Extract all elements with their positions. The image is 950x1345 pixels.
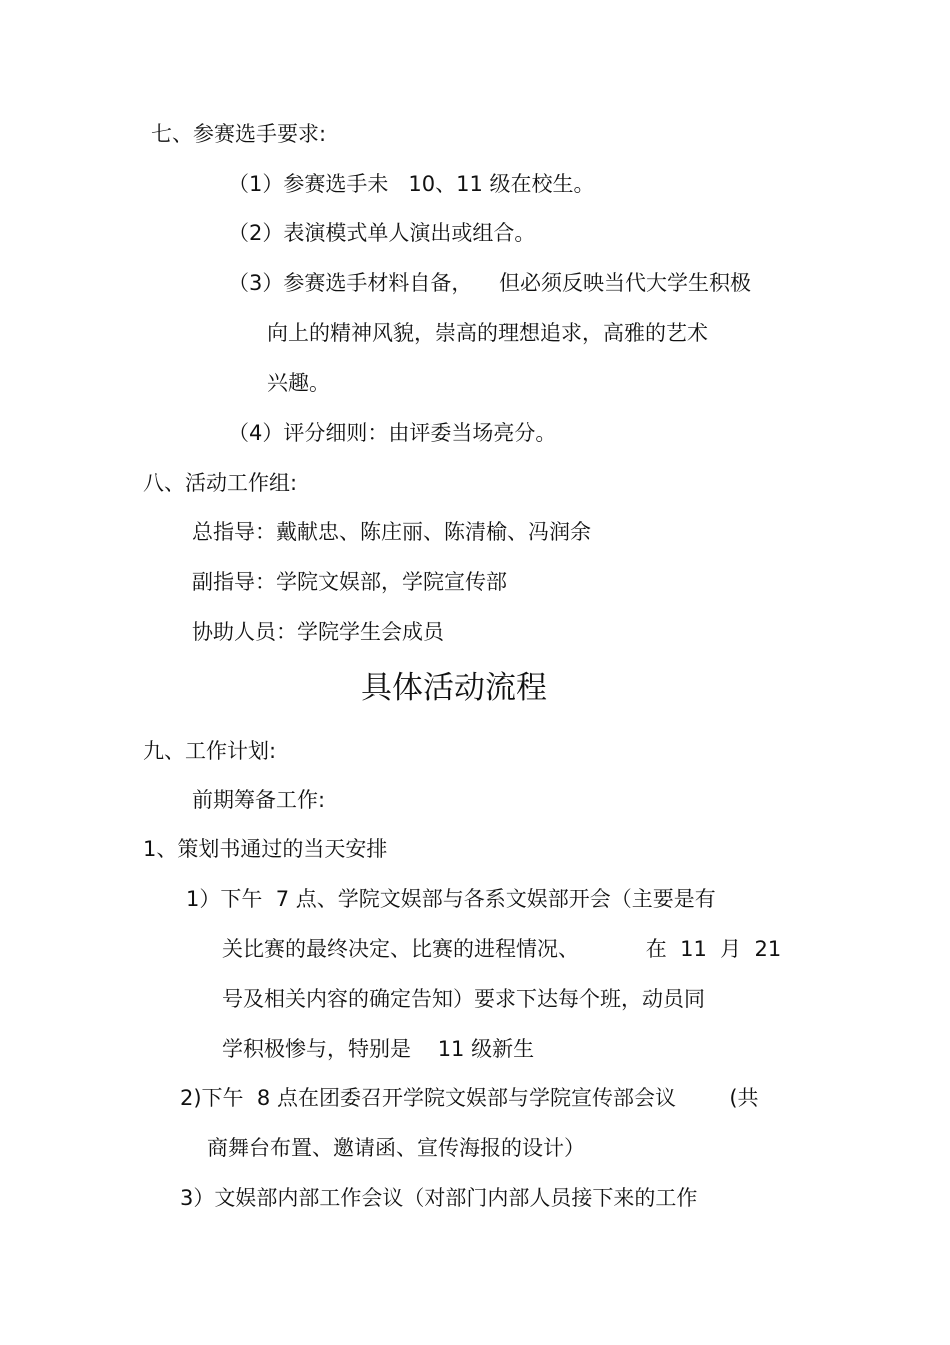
step-line-continued: 学积极惨与，特别是 11 级新生 [222, 1037, 535, 1061]
staff-line: 副指导：学院文娱部，学院宣传部 [192, 570, 507, 594]
requirement-item-continued: 向上的精神风貌，崇高的理想追求，高雅的艺术 [267, 321, 708, 345]
page-title: 具体活动流程 [361, 670, 547, 706]
requirement-item: （4）评分细则：由评委当场亮分。 [228, 421, 557, 445]
requirement-item-continued: 兴趣。 [267, 371, 330, 395]
subheading: 前期筹备工作: [192, 788, 326, 812]
step-line: 2)下午 8 点在团委召开学院文娱部与学院宣传部会议 (共 [180, 1086, 759, 1110]
step-line-continued: 关比赛的最终决定、比赛的进程情况、 在 11 月 21 [222, 937, 782, 961]
section-heading: 八、活动工作组: [143, 471, 298, 495]
step-line: 1）下午 7 点、学院文娱部与各系文娱部开会（主要是有 [186, 887, 716, 911]
section-heading: 九、工作计划: [143, 739, 277, 763]
section-heading: 七、参赛选手要求: [151, 122, 327, 146]
requirement-item: （3）参赛选手材料自备， 但必须反映当代大学生积极 [228, 271, 752, 295]
step-line: 3）文娱部内部工作会议（对部门内部人员接下来的工作 [180, 1186, 698, 1210]
requirement-item: （1）参赛选手未 10、11 级在校生。 [228, 172, 595, 196]
requirement-item: （2）表演模式单人演出或组合。 [228, 221, 536, 245]
step-line-continued: 商舞台布置、邀请函、宣传海报的设计） [207, 1136, 585, 1160]
step-line-continued: 号及相关内容的确定告知）要求下达每个班，动员同 [222, 987, 705, 1011]
list-item: 1、策划书通过的当天安排 [143, 837, 388, 861]
staff-line: 总指导：戴献忠、陈庄丽、陈清榆、冯润余 [192, 520, 591, 544]
staff-line: 协助人员：学院学生会成员 [192, 620, 444, 644]
